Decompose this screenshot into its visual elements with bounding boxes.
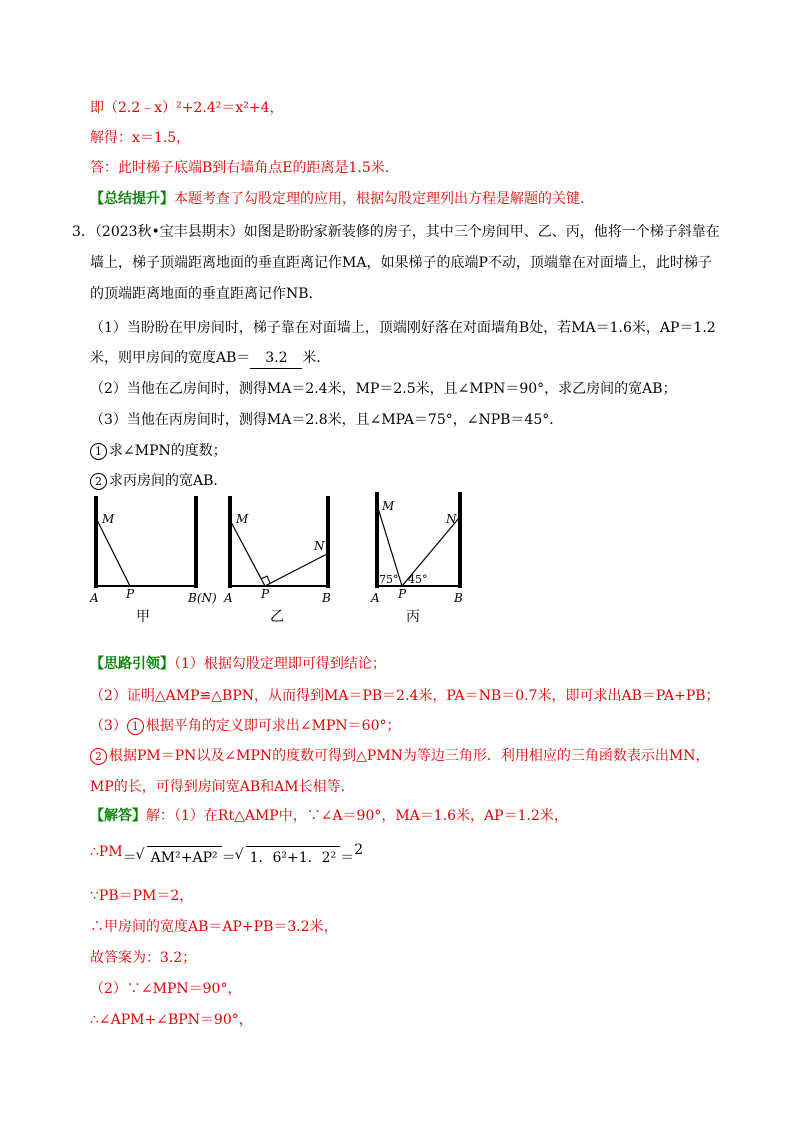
question-1b-end: 米． [302, 350, 331, 366]
question-3: （3）当他在丙房间时，测得MA＝2.8米，且∠MPA＝75°，∠NPB＝45°． [90, 412, 564, 428]
solution-line-7: ∴∠APM+∠BPN＝90°， [90, 1012, 253, 1028]
question-2: （2）当他在乙房间时，测得MA＝2.4米，MP＝2.5米，且∠MPN＝90°，求乙房间的宽AB； [90, 381, 677, 397]
bing-label-B: B [454, 591, 463, 605]
hint-tag: 【思路引领】 [90, 656, 174, 672]
circled-number-1: 1 [90, 443, 107, 460]
hint-line-3 [90, 716, 400, 736]
answer-line: 答：此时梯子底端B到右墙角点E的距离是1.5米． [90, 160, 399, 176]
problem-line-1 [72, 222, 720, 242]
solution-line-3: ∵PB＝PM＝2， [90, 888, 194, 904]
jia-label-A: A [90, 591, 99, 605]
solution-line-1 [90, 806, 568, 826]
radical-2: √ 1．6²+1．2² [246, 846, 341, 869]
hint-line-4 [90, 746, 710, 766]
bing-caption: 丙 [406, 609, 420, 625]
hint-text-3: 根据平角的定义即可求出∠MPN＝60°； [145, 718, 401, 734]
summary-line [90, 189, 594, 209]
hint-circled-1: 1 [127, 718, 144, 735]
solution-line-5: 故答案为：3.2； [90, 950, 197, 966]
bing-label-M: M [382, 499, 395, 513]
jia-label-M: M [102, 512, 115, 526]
room-figures [80, 488, 480, 628]
hint-text-4: 根据PM＝PN以及∠MPN的度数可得到△PMN为等边三角形．利用相应的三角函数表示出MN， [109, 748, 710, 764]
jia-label-P: P [126, 587, 135, 601]
bing-label-P: P [398, 587, 407, 601]
question-3-1 [90, 441, 227, 461]
equation-line: 即（2.2﹣x）²+2.4²＝x²+4， [90, 100, 284, 116]
hint-line-5: MP的长，可得到房间宽AB和AM长相等． [90, 779, 355, 795]
hint-3-prefix: （3） [90, 718, 127, 734]
solution-line-6: （2）∵∠MPN＝90°， [90, 981, 242, 997]
answer-blank: 3.2 [250, 348, 302, 369]
question-1b [90, 348, 330, 369]
eq-sign-3: ＝ [340, 850, 355, 866]
question-3-2-text: 求丙房间的宽AB． [109, 473, 228, 489]
question-3-1-text: 求∠MPN的度数； [109, 443, 227, 459]
figure-jia [96, 496, 196, 588]
hint-text-1: （1）根据勾股定理即可得到结论； [174, 656, 386, 672]
bing-angle-75: 75° [379, 573, 399, 586]
eq-sign-2: ＝ [221, 850, 236, 866]
pm-result: 2 [354, 842, 364, 858]
yi-label-M: M [236, 512, 249, 526]
yi-caption: 乙 [270, 609, 284, 625]
solution-tag: 【解答】 [90, 808, 146, 824]
yi-label-N: N [314, 539, 325, 553]
solution-text-1: 解：（1）在Rt△AMP中，∵∠A＝90°，MA＝1.6米，AP＝1.2米， [146, 808, 568, 824]
problem-number: 3． [72, 224, 95, 240]
hint-line-2: （2）证明△AMP≌△BPN，从而得到MA＝PB＝2.4米，PA＝NB＝0.7米，即可求出AB＝PA+PB； [90, 688, 720, 704]
jia-caption: 甲 [136, 609, 150, 625]
summary-text: 本题考查了勾股定理的应用，根据勾股定理列出方程是解题的关键． [174, 191, 594, 207]
eq-sign-1: ＝ [122, 850, 137, 866]
question-1a: （1）当盼盼在甲房间时，梯子靠在对面墙上，顶端刚好落在对面墙角B处，若MA＝1.6米，AP＝1.2 [90, 320, 716, 336]
bing-angle-45: 45° [408, 573, 428, 586]
solve-line: 解得：x＝1.5， [90, 130, 191, 146]
problem-intro-1: （2023秋•宝丰县期末）如图是盼盼家新装修的房子，其中三个房间甲、乙、丙，他将一个梯子斜靠在 [94, 224, 720, 240]
question-1b-text: 米，则甲房间的宽度AB＝ [90, 350, 251, 366]
pm-formula [90, 840, 364, 866]
summary-tag: 【总结提升】 [90, 191, 174, 207]
radical-1: √ AM²+AP² [147, 846, 222, 869]
bing-label-A: A [371, 591, 380, 605]
yi-label-B: B [322, 591, 331, 605]
problem-intro-3: 的顶端距离地面的垂直距离记作NB． [90, 286, 323, 302]
jia-label-BN: B(N) [188, 591, 217, 605]
solution-line-4: ∴甲房间的宽度AB＝AP+PB＝3.2米， [90, 919, 338, 935]
bing-label-N: N [446, 512, 457, 526]
hint-circled-2: 2 [90, 748, 107, 765]
yi-label-A: A [224, 591, 233, 605]
circled-number-2: 2 [90, 473, 107, 490]
hint-line-1 [90, 654, 386, 674]
pm-label: ∴PM [90, 844, 123, 860]
yi-label-P: P [261, 587, 270, 601]
problem-intro-2: 墙上，梯子顶端距离地面的垂直距离记作MA，如果梯子的底端P不动，顶端靠在对面墙上，此时梯子 [90, 255, 712, 271]
